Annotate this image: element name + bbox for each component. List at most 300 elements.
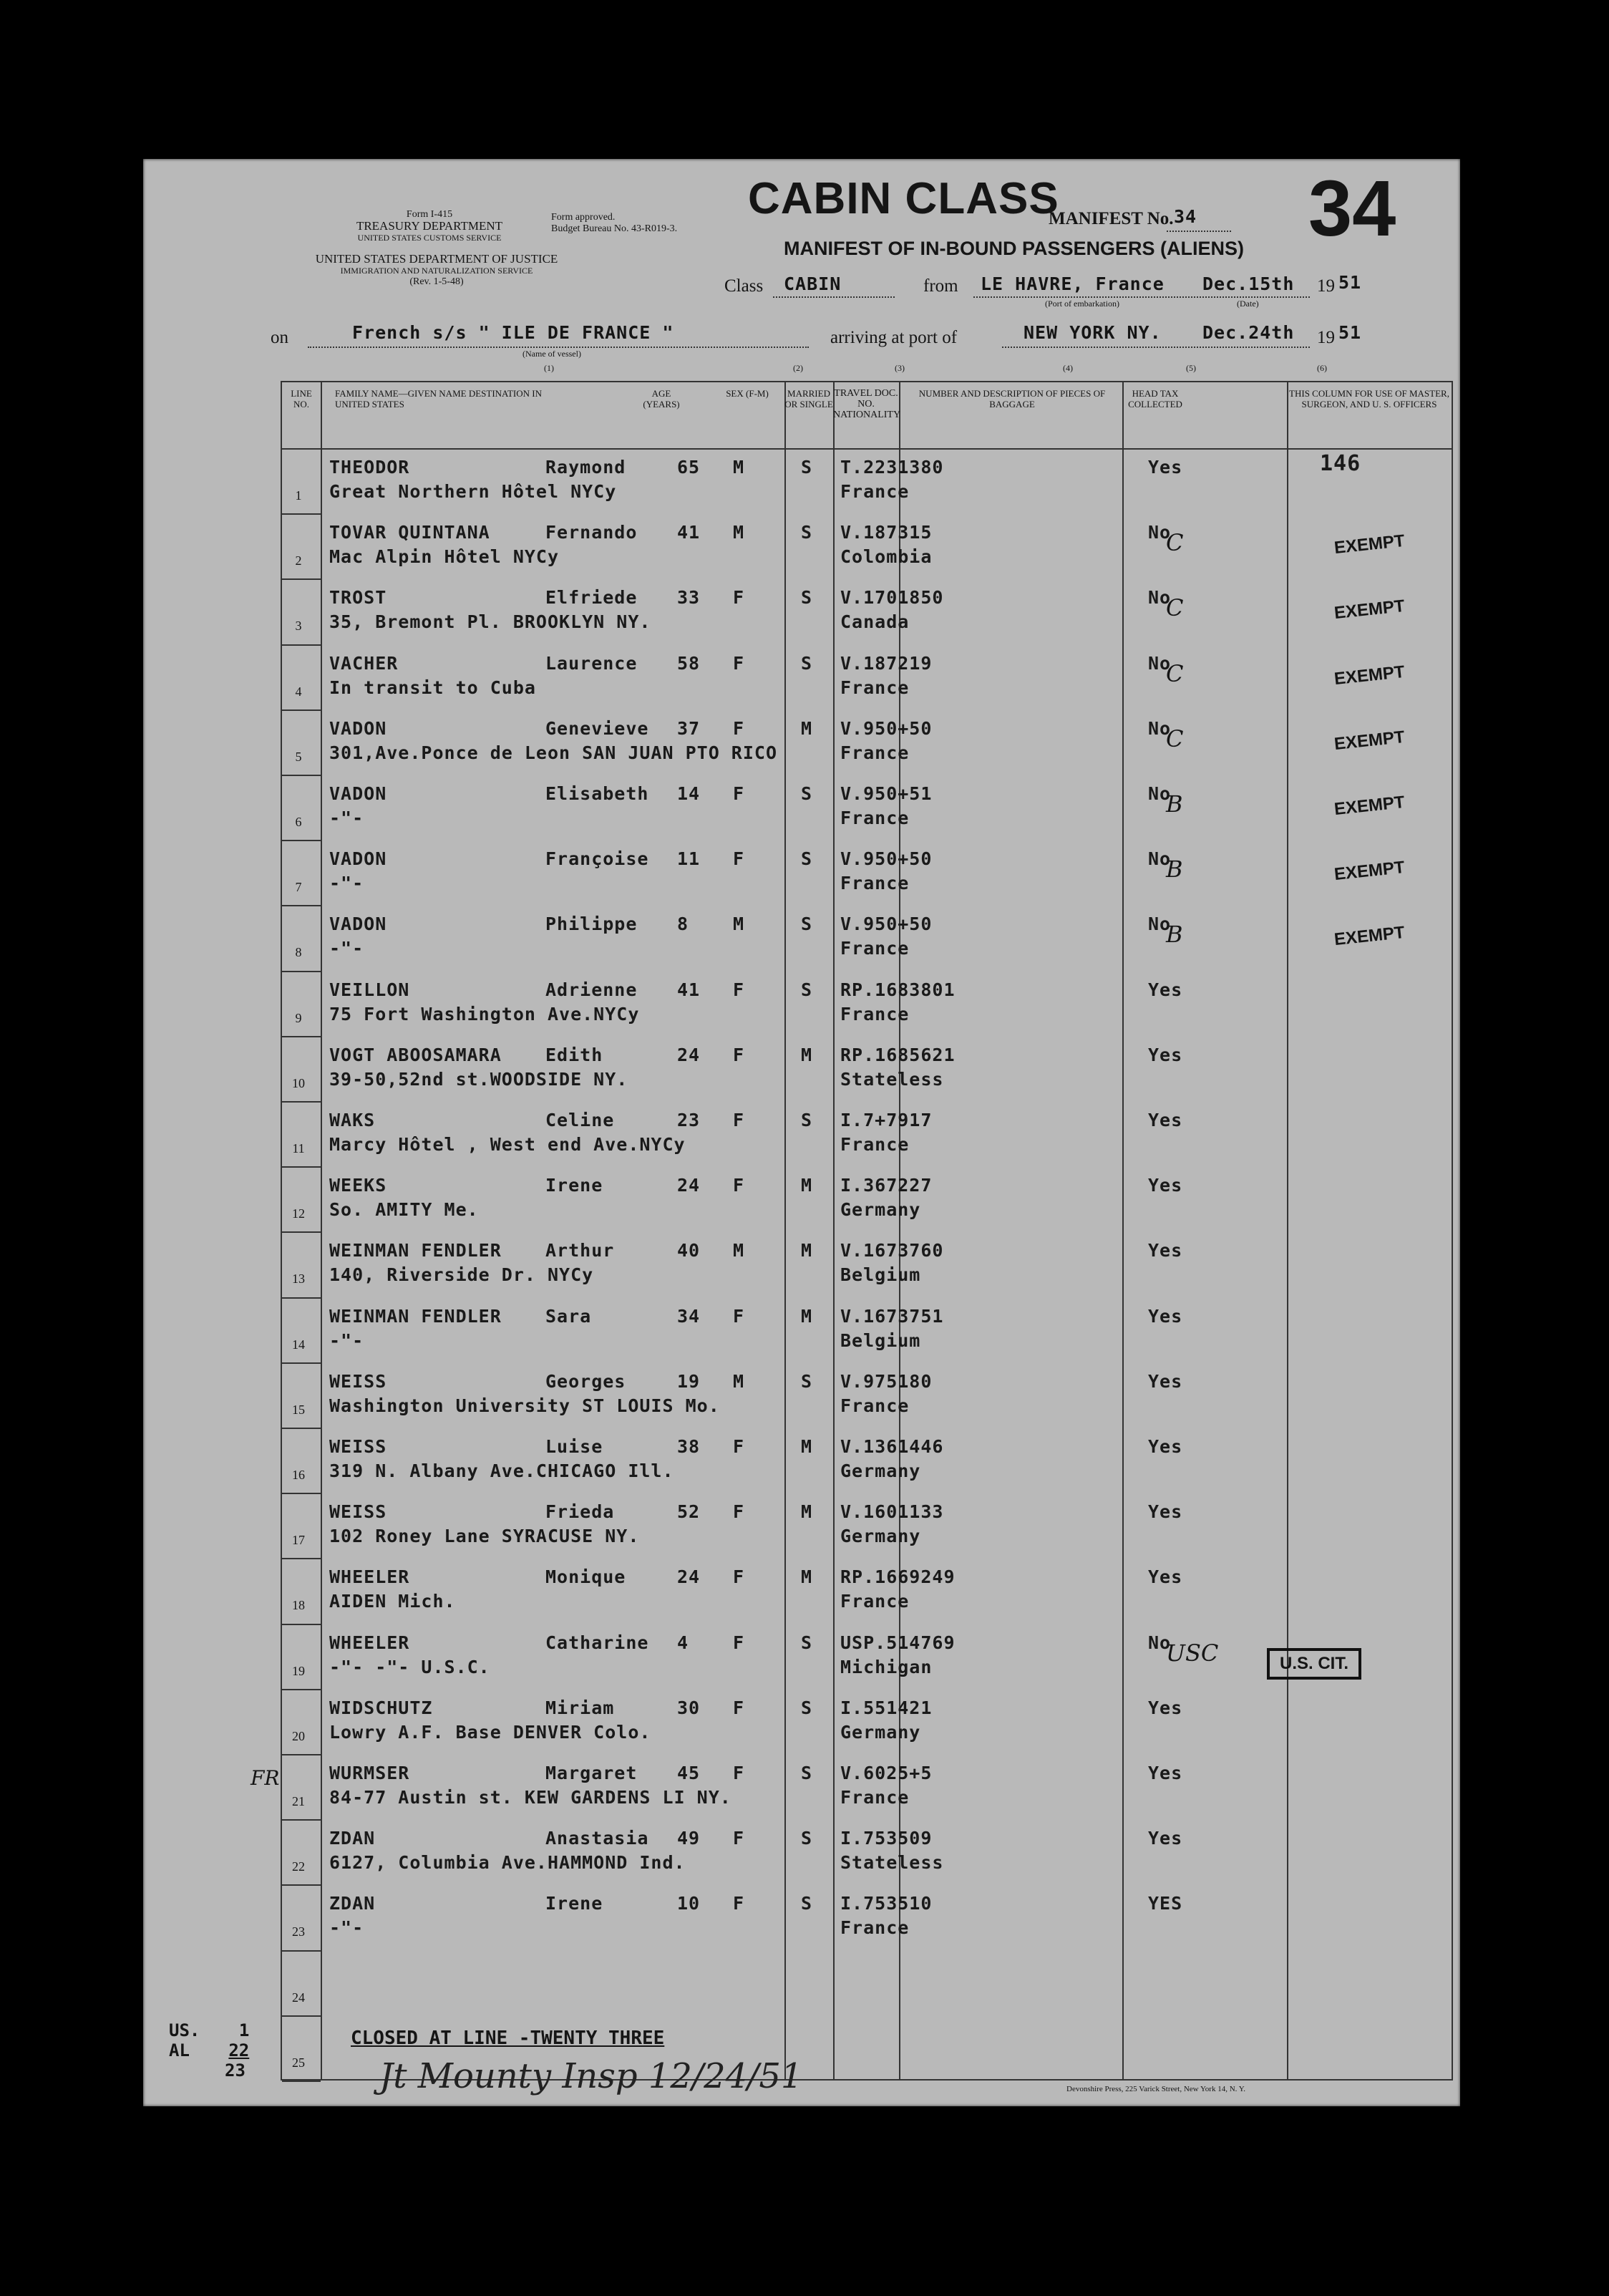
head-tax: Yes bbox=[1148, 1436, 1183, 1457]
port-caption: (Port of embarkation) bbox=[1045, 299, 1119, 309]
destination: So. AMITY Me. bbox=[329, 1199, 479, 1221]
class-label: Class bbox=[724, 276, 764, 296]
travel-doc: V.6025+5 bbox=[840, 1763, 933, 1783]
passenger-table bbox=[281, 381, 1453, 2081]
travel-doc: I.367227 bbox=[840, 1175, 933, 1196]
age: 23 bbox=[677, 1110, 701, 1130]
destination: 301,Ave.Ponce de Leon SAN JUAN PTO RICO bbox=[329, 742, 777, 763]
family-name: WHEELER bbox=[329, 1632, 410, 1653]
nationality: France bbox=[840, 1787, 910, 1808]
sex: F bbox=[733, 717, 745, 739]
head-tax: Yes bbox=[1148, 1697, 1183, 1718]
age: 41 bbox=[677, 522, 701, 543]
nationality: France bbox=[840, 742, 910, 763]
marital-status: S bbox=[801, 914, 813, 935]
manifest-number: 34 bbox=[1174, 206, 1197, 227]
line-number: 13 bbox=[292, 1271, 305, 1287]
given-name: Georges bbox=[545, 1370, 626, 1392]
given-name: Frieda bbox=[545, 1501, 615, 1523]
given-name: Elisabeth bbox=[545, 783, 649, 804]
nationality: Belgium bbox=[840, 1264, 921, 1286]
given-name: Irene bbox=[545, 1893, 603, 1914]
family-name: VADON bbox=[329, 914, 387, 935]
vessel-name: French s/s " ILE DE FRANCE " bbox=[352, 322, 674, 343]
nationality: Belgium bbox=[840, 1329, 921, 1351]
line-number: 9 bbox=[295, 1010, 302, 1025]
line-number: 19 bbox=[292, 1663, 305, 1678]
head-tax: No bbox=[1148, 1632, 1172, 1653]
age: 52 bbox=[677, 1501, 701, 1523]
line-number: 5 bbox=[295, 749, 302, 764]
given-name: Françoise bbox=[545, 848, 649, 870]
nationality: Germany bbox=[840, 1721, 921, 1743]
marital-status: S bbox=[801, 1763, 813, 1783]
age: 37 bbox=[677, 717, 701, 739]
head-tax: No bbox=[1148, 717, 1172, 739]
destination: 75 Fort Washington Ave.NYCy bbox=[329, 1003, 640, 1025]
marital-status: S bbox=[801, 1893, 813, 1914]
sex: F bbox=[733, 783, 745, 804]
departure-date: Dec.15th bbox=[1202, 273, 1295, 294]
age: 24 bbox=[677, 1044, 701, 1065]
head-tax: Yes bbox=[1148, 1305, 1183, 1327]
nationality: France bbox=[840, 873, 910, 894]
arrival-year-prefix: 19 bbox=[1317, 328, 1335, 347]
line-number: 25 bbox=[292, 2055, 305, 2070]
sex: M bbox=[733, 1240, 745, 1261]
destination: 102 Roney Lane SYRACUSE NY. bbox=[329, 1526, 640, 1547]
officer-number: 146 bbox=[1320, 451, 1361, 476]
tally-us: 1 bbox=[238, 2020, 250, 2040]
nationality: France bbox=[840, 481, 910, 502]
line-number: 20 bbox=[292, 1728, 305, 1743]
family-name: WEISS bbox=[329, 1436, 387, 1457]
travel-doc: V.1673751 bbox=[840, 1305, 944, 1327]
nationality: France bbox=[840, 1134, 910, 1155]
travel-doc: V.1601133 bbox=[840, 1501, 944, 1523]
family-name: THEODOR bbox=[329, 457, 410, 478]
destination: 319 N. Albany Ave.CHICAGO Ill. bbox=[329, 1461, 674, 1481]
ins: IMMIGRATION AND NATURALIZATION SERVICE bbox=[340, 266, 533, 276]
head-tax-note: B bbox=[1166, 856, 1183, 883]
age: 19 bbox=[677, 1370, 701, 1392]
line-number: 23 bbox=[292, 1924, 305, 1939]
family-name: ZDAN bbox=[329, 1828, 376, 1849]
family-name: TOVAR QUINTANA bbox=[329, 522, 490, 543]
tally-us-label: US. bbox=[169, 2020, 200, 2040]
line-number: 1 bbox=[295, 488, 302, 503]
age: 10 bbox=[677, 1893, 701, 1914]
travel-doc: I.753510 bbox=[840, 1893, 933, 1914]
line-number: 18 bbox=[292, 1598, 305, 1613]
destination: 6127, Columbia Ave.HAMMOND Ind. bbox=[329, 1852, 686, 1874]
age: 58 bbox=[677, 652, 701, 674]
line-number: 21 bbox=[292, 1794, 305, 1808]
line-number: 2 bbox=[295, 553, 302, 568]
destination: -"- bbox=[329, 1917, 364, 1939]
head-tax-note: C bbox=[1166, 659, 1184, 687]
line-number: 15 bbox=[292, 1402, 305, 1417]
col-num-6: (6) bbox=[1317, 363, 1327, 373]
family-name: VEILLON bbox=[329, 979, 410, 1000]
head-tax: Yes bbox=[1148, 1763, 1183, 1783]
line-number: 10 bbox=[292, 1075, 305, 1090]
travel-doc: V.187219 bbox=[840, 652, 933, 674]
marital-status: S bbox=[801, 652, 813, 674]
given-name: Arthur bbox=[545, 1240, 615, 1261]
travel-doc: RP.1669249 bbox=[840, 1566, 956, 1588]
head-tax-note: C bbox=[1166, 725, 1184, 752]
line-number: 12 bbox=[292, 1206, 305, 1221]
tally-al-label: AL bbox=[169, 2040, 190, 2060]
nationality: Colombia bbox=[840, 546, 933, 568]
head-tax: Yes bbox=[1148, 1110, 1183, 1130]
line-number: 4 bbox=[295, 684, 302, 699]
header-travel-doc: TRAVEL DOC. NO. NATIONALITY bbox=[833, 388, 901, 420]
head-tax: Yes bbox=[1148, 1501, 1183, 1523]
age: 33 bbox=[677, 587, 701, 609]
age: 45 bbox=[677, 1763, 701, 1783]
age: 24 bbox=[677, 1175, 701, 1196]
marital-status: M bbox=[801, 1501, 813, 1523]
exempt-stamp: EXEMPT bbox=[1333, 662, 1406, 689]
col-num-5: (5) bbox=[1186, 363, 1196, 373]
nationality: Germany bbox=[840, 1461, 921, 1481]
given-name: Miriam bbox=[545, 1697, 615, 1718]
age: 24 bbox=[677, 1566, 701, 1588]
destination: 84-77 Austin st. KEW GARDENS LI NY. bbox=[329, 1787, 731, 1808]
age: 41 bbox=[677, 979, 701, 1000]
travel-doc: V.1673760 bbox=[840, 1240, 944, 1261]
arrival-date: Dec.24th bbox=[1202, 322, 1295, 343]
travel-doc: I.551421 bbox=[840, 1697, 933, 1718]
marital-status: M bbox=[801, 1044, 813, 1065]
travel-doc: V.950+50 bbox=[840, 848, 933, 870]
line-number: 16 bbox=[292, 1468, 305, 1482]
marital-status: S bbox=[801, 783, 813, 804]
vessel-caption: (Name of vessel) bbox=[522, 349, 581, 359]
travel-doc: V.975180 bbox=[840, 1370, 933, 1392]
exempt-stamp: EXEMPT bbox=[1333, 596, 1406, 624]
us-citizen-stamp: U.S. CIT. bbox=[1267, 1648, 1361, 1680]
travel-doc: V.950+50 bbox=[840, 914, 933, 935]
destination: -"- -"- U.S.C. bbox=[329, 1656, 490, 1677]
sex: M bbox=[733, 522, 745, 543]
nationality: France bbox=[840, 808, 910, 828]
cabin-class-heading: CABIN CLASS bbox=[748, 174, 1059, 223]
family-name: WEISS bbox=[329, 1370, 387, 1392]
exempt-stamp: EXEMPT bbox=[1333, 858, 1406, 885]
col-num-4: (4) bbox=[1063, 363, 1073, 373]
destination: -"- bbox=[329, 938, 364, 959]
marital-status: M bbox=[801, 1566, 813, 1588]
justice-dept: UNITED STATES DEPARTMENT OF JUSTICE bbox=[315, 252, 558, 266]
given-name: Philippe bbox=[545, 914, 638, 935]
header-head-tax: HEAD TAX COLLECTED bbox=[1128, 388, 1182, 410]
nationality: Stateless bbox=[840, 1852, 944, 1874]
head-tax-note: B bbox=[1166, 790, 1183, 818]
head-tax: Yes bbox=[1148, 1566, 1183, 1588]
marital-status: M bbox=[801, 1436, 813, 1457]
exempt-stamp: EXEMPT bbox=[1333, 531, 1406, 558]
destination: Mac Alpin Hôtel NYCy bbox=[329, 546, 560, 568]
department: TREASURY DEPARTMENT bbox=[356, 219, 503, 233]
class-value: CABIN bbox=[784, 273, 842, 294]
sex: M bbox=[733, 457, 745, 478]
head-tax: Yes bbox=[1148, 1828, 1183, 1849]
age: 38 bbox=[677, 1436, 701, 1457]
given-name: Sara bbox=[545, 1305, 592, 1327]
travel-doc: RP.1685621 bbox=[840, 1044, 956, 1065]
margin-note: FR bbox=[251, 1766, 280, 1790]
from-label: from bbox=[923, 276, 958, 296]
head-tax: Yes bbox=[1148, 1370, 1183, 1392]
line-number: 14 bbox=[292, 1337, 305, 1352]
sex: F bbox=[733, 848, 745, 870]
destination: -"- bbox=[329, 873, 364, 894]
marital-status: S bbox=[801, 522, 813, 543]
nationality: France bbox=[840, 1591, 910, 1612]
family-name: WIDSCHUTZ bbox=[329, 1697, 433, 1718]
family-name: VADON bbox=[329, 848, 387, 870]
sex: F bbox=[733, 1175, 745, 1196]
tally-block bbox=[169, 2020, 249, 2081]
sex: F bbox=[733, 1501, 745, 1523]
manifest-page-number: 34 bbox=[1308, 165, 1396, 253]
nationality: Germany bbox=[840, 1526, 921, 1547]
from-port: LE HAVRE, France bbox=[981, 273, 1165, 294]
head-tax: Yes bbox=[1148, 457, 1183, 478]
closed-at-line: CLOSED AT LINE -TWENTY THREE bbox=[351, 2028, 665, 2049]
nationality: Stateless bbox=[840, 1068, 944, 1090]
given-name: Genevieve bbox=[545, 717, 649, 739]
given-name: Anastasia bbox=[545, 1828, 649, 1849]
exempt-stamp: EXEMPT bbox=[1333, 923, 1406, 950]
head-tax: No bbox=[1148, 522, 1172, 543]
marital-status: M bbox=[801, 1175, 813, 1196]
travel-doc: V.1361446 bbox=[840, 1436, 944, 1457]
age: 30 bbox=[677, 1697, 701, 1718]
family-name: WEISS bbox=[329, 1501, 387, 1523]
sex: F bbox=[733, 1632, 745, 1653]
revision: (Rev. 1-5-48) bbox=[409, 276, 464, 287]
line-number: 3 bbox=[295, 619, 302, 634]
line-number: 24 bbox=[292, 1990, 305, 2005]
nationality: Canada bbox=[840, 611, 910, 633]
travel-doc: V.187315 bbox=[840, 522, 933, 543]
form-approved: Form approved. bbox=[551, 212, 616, 223]
destination: AIDEN Mich. bbox=[329, 1591, 456, 1612]
age: 8 bbox=[677, 914, 689, 935]
sex: F bbox=[733, 1566, 745, 1588]
marital-status: S bbox=[801, 1110, 813, 1130]
nationality: France bbox=[840, 1003, 910, 1025]
manifest-title: MANIFEST OF IN-BOUND PASSENGERS (ALIENS) bbox=[784, 238, 1245, 259]
marital-status: S bbox=[801, 1370, 813, 1392]
age: 40 bbox=[677, 1240, 701, 1261]
date-caption: (Date) bbox=[1237, 299, 1259, 309]
destination: Marcy Hôtel , West end Ave.NYCy bbox=[329, 1134, 686, 1155]
head-tax-note: B bbox=[1166, 921, 1183, 949]
given-name: Irene bbox=[545, 1175, 603, 1196]
family-name: VACHER bbox=[329, 652, 399, 674]
header-baggage: NUMBER AND DESCRIPTION OF PIECES OF BAGGAGE bbox=[918, 388, 1106, 410]
given-name: Adrienne bbox=[545, 979, 638, 1000]
marital-status: M bbox=[801, 1305, 813, 1327]
sex: M bbox=[733, 914, 745, 935]
line-number: 11 bbox=[292, 1141, 305, 1156]
inspector-signature: Jt Mounty Insp 12/24/51 bbox=[379, 2056, 803, 2096]
marital-status: S bbox=[801, 457, 813, 478]
customs-service: UNITED STATES CUSTOMS SERVICE bbox=[357, 233, 502, 243]
line-number: 6 bbox=[295, 815, 302, 829]
on-label: on bbox=[271, 328, 288, 347]
given-name: Celine bbox=[545, 1110, 615, 1130]
family-name: WEINMAN FENDLER bbox=[329, 1305, 502, 1327]
destination: -"- bbox=[329, 808, 364, 828]
marital-status: S bbox=[801, 587, 813, 609]
arriving-label: arriving at port of bbox=[830, 328, 958, 347]
travel-doc: USP.514769 bbox=[840, 1632, 956, 1653]
line-number: 7 bbox=[295, 880, 302, 895]
sex: F bbox=[733, 1828, 745, 1849]
destination: Washington University ST LOUIS Mo. bbox=[329, 1395, 720, 1416]
sex: F bbox=[733, 1044, 745, 1065]
destination: In transit to Cuba bbox=[329, 677, 536, 698]
nationality: France bbox=[840, 1917, 910, 1939]
manifest-number-label: MANIFEST No. bbox=[1049, 209, 1174, 228]
year-prefix: 19 bbox=[1317, 276, 1335, 296]
sex: F bbox=[733, 1436, 745, 1457]
sex: F bbox=[733, 587, 745, 609]
budget-bureau: Budget Bureau No. 43-R019-3. bbox=[551, 223, 678, 234]
age: 34 bbox=[677, 1305, 701, 1327]
head-tax: Yes bbox=[1148, 1240, 1183, 1261]
head-tax-note: C bbox=[1166, 529, 1184, 557]
head-tax-note: C bbox=[1166, 594, 1184, 622]
tally-al: 22 bbox=[228, 2040, 250, 2060]
nationality: Michigan bbox=[840, 1656, 933, 1677]
col-num-1: (1) bbox=[544, 363, 554, 373]
sex: F bbox=[733, 1110, 745, 1130]
family-name: TROST bbox=[329, 587, 387, 609]
family-name: VADON bbox=[329, 783, 387, 804]
line-number: 17 bbox=[292, 1533, 305, 1548]
line-number: 8 bbox=[295, 945, 302, 960]
family-name: WAKS bbox=[329, 1110, 376, 1130]
sex: F bbox=[733, 1697, 745, 1718]
travel-doc: I.7+7917 bbox=[840, 1110, 933, 1130]
destination: Great Northern Hôtel NYCy bbox=[329, 481, 617, 502]
family-name: VADON bbox=[329, 717, 387, 739]
travel-doc: RP.1683801 bbox=[840, 979, 956, 1000]
nationality: France bbox=[840, 938, 910, 959]
printer-imprint: Devonshire Press, 225 Varick Street, New York 14, N. Y. bbox=[1066, 2085, 1246, 2093]
marital-status: S bbox=[801, 848, 813, 870]
sex: F bbox=[733, 1305, 745, 1327]
given-name: Laurence bbox=[545, 652, 638, 674]
head-tax-note: USC bbox=[1166, 1639, 1219, 1667]
destination: -"- bbox=[329, 1329, 364, 1351]
given-name: Monique bbox=[545, 1566, 626, 1588]
travel-doc: V.950+51 bbox=[840, 783, 933, 804]
age: 11 bbox=[677, 848, 701, 870]
given-name: Fernando bbox=[545, 522, 638, 543]
header-officers: THIS COLUMN FOR USE OF MASTER, SURGEON, AND U. S. OFFICERS bbox=[1289, 388, 1449, 410]
arrival-port: NEW YORK NY. bbox=[1024, 322, 1162, 343]
tally-total: 23 bbox=[225, 2060, 246, 2081]
sex: F bbox=[733, 1893, 745, 1914]
destination: 35, Bremont Pl. BROOKLYN NY. bbox=[329, 611, 651, 633]
justice-block bbox=[268, 253, 605, 288]
line-number: 22 bbox=[292, 1859, 305, 1874]
header-age: AGE (YEARS) bbox=[643, 388, 680, 410]
departure-year: 51 bbox=[1338, 272, 1362, 293]
family-name: VOGT ABOOSAMARA bbox=[329, 1044, 502, 1065]
head-tax: Yes bbox=[1148, 1044, 1183, 1065]
header-sex: SEX (F-M) bbox=[726, 388, 769, 399]
age: 14 bbox=[677, 783, 701, 804]
form-number-block bbox=[351, 209, 508, 243]
age: 65 bbox=[677, 457, 701, 478]
family-name: WURMSER bbox=[329, 1763, 410, 1783]
approval-block bbox=[551, 212, 723, 235]
manifest-sheet bbox=[143, 159, 1460, 2106]
marital-status: S bbox=[801, 1632, 813, 1653]
travel-doc: V.950+50 bbox=[840, 717, 933, 739]
head-tax: No bbox=[1148, 848, 1172, 870]
head-tax: No bbox=[1148, 587, 1172, 609]
exempt-stamp: EXEMPT bbox=[1333, 727, 1406, 754]
col-num-2: (2) bbox=[793, 363, 803, 373]
marital-status: S bbox=[801, 979, 813, 1000]
given-name: Margaret bbox=[545, 1763, 638, 1783]
header-name: FAMILY NAME—GIVEN NAME DESTINATION IN UNITED STATES bbox=[335, 388, 543, 410]
head-tax: Yes bbox=[1148, 1175, 1183, 1196]
form-number: Form I-415 bbox=[406, 209, 453, 220]
destination: 39-50,52nd st.WOODSIDE NY. bbox=[329, 1068, 628, 1090]
header-married: MARRIED OR SINGLE bbox=[784, 388, 833, 410]
head-tax: YES bbox=[1148, 1893, 1183, 1914]
exempt-stamp: EXEMPT bbox=[1333, 792, 1406, 820]
destination: 140, Riverside Dr. NYCy bbox=[329, 1264, 594, 1286]
travel-doc: V.1701850 bbox=[840, 587, 944, 609]
travel-doc: T.2231380 bbox=[840, 457, 944, 478]
sex: M bbox=[733, 1370, 745, 1392]
given-name: Catharine bbox=[545, 1632, 649, 1653]
head-tax: No bbox=[1148, 652, 1172, 674]
head-tax: No bbox=[1148, 914, 1172, 935]
marital-status: M bbox=[801, 717, 813, 739]
given-name: Elfriede bbox=[545, 587, 638, 609]
family-name: ZDAN bbox=[329, 1893, 376, 1914]
header-line-no: LINE NO. bbox=[291, 388, 312, 410]
given-name: Raymond bbox=[545, 457, 626, 478]
sex: F bbox=[733, 979, 745, 1000]
given-name: Edith bbox=[545, 1044, 603, 1065]
age: 49 bbox=[677, 1828, 701, 1849]
travel-doc: I.753509 bbox=[840, 1828, 933, 1849]
family-name: WEINMAN FENDLER bbox=[329, 1240, 502, 1261]
marital-status: M bbox=[801, 1240, 813, 1261]
marital-status: S bbox=[801, 1697, 813, 1718]
nationality: Germany bbox=[840, 1199, 921, 1221]
nationality: France bbox=[840, 1395, 910, 1416]
sex: F bbox=[733, 1763, 745, 1783]
given-name: Luise bbox=[545, 1436, 603, 1457]
family-name: WEEKS bbox=[329, 1175, 387, 1196]
sex: F bbox=[733, 652, 745, 674]
